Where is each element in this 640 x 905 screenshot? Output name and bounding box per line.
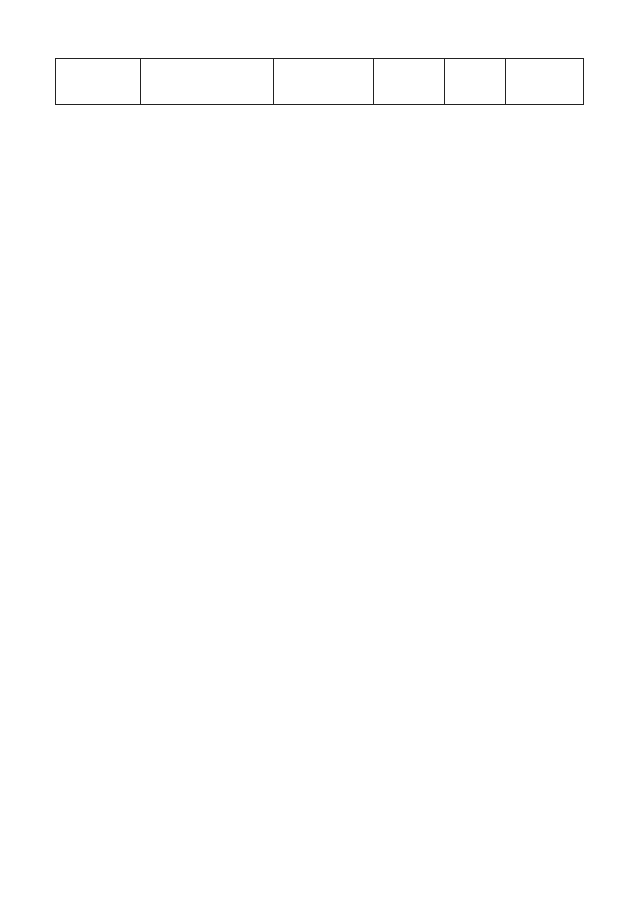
header-unit [374,59,445,105]
header-works [141,59,274,105]
equipment-table [55,58,584,105]
header-materials [274,59,374,105]
document-page [55,58,583,105]
header-profession [56,59,141,105]
materials-header [56,59,584,105]
header-need [506,59,584,105]
header-life [445,59,506,105]
